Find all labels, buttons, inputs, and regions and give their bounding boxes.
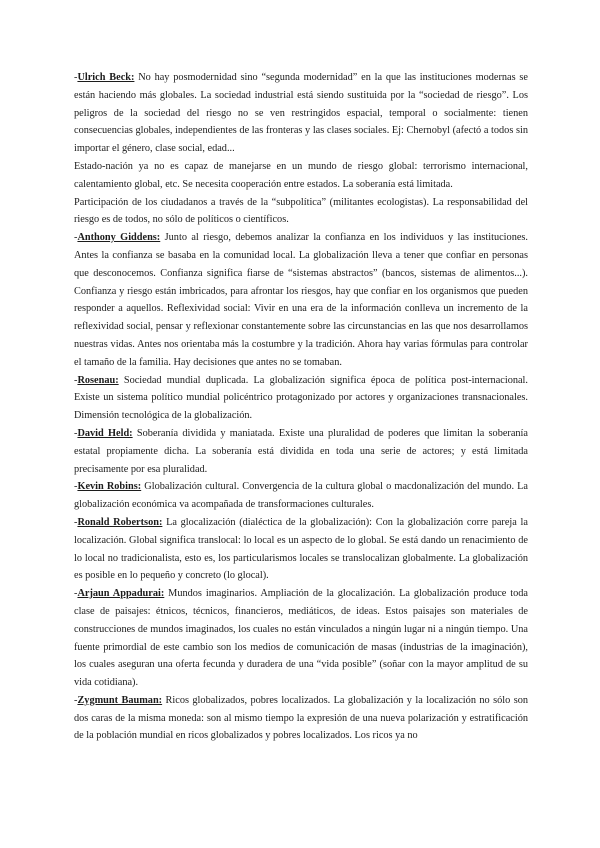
document-page <box>74 69 528 745</box>
paragraph-text: Globalización cultural. Convergencia de la cultura global o macdonalización del mundo. La globalización económica va acompañada de transformaciones culturales. <box>74 481 528 511</box>
paragraph-held <box>74 425 528 478</box>
author-name: Kevin Robins: <box>77 481 142 493</box>
paragraph-text: Participación de los ciudadanos a través de la “subpolítica” (militantes ecologistas). La responsabilidad del riesgo es de todos, no sólo de políticos o científicos. <box>74 196 528 226</box>
paragraph-text: Sociedad mundial duplicada. La globalización significa época de política post-internacional. Existe un sistema político mundial policéntrico protagonizado por actores y organizaciones transnacionales. Dimensión tecnológica de la globalización. <box>74 374 528 422</box>
dash-prefix: - <box>74 72 78 83</box>
paragraph-text: Mundos imaginarios. Ampliación de la glocalización. La globalización produce toda clase de paisajes: étnicos, técnicos, financieros, mediáticos, de ideas. Estos paisajes son materiales de construcciones de mundos imaginados, los cuales no están vinculados a ningún lugar ni a ningún tiempo. Una fuente primordial de este cambio son los medios de comunicación de masas (industrias de la imaginación), los cuales aseguran una oferta fecunda y duradera de una “vida posible” (soñar con la mayor amplitud de su vida cotidiana). <box>74 588 528 689</box>
paragraph-giddens <box>74 229 528 371</box>
paragraph-text: Estado-nación ya no es capaz de manejarse en un mundo de riesgo global: terrorismo internacional, calentamiento global, etc. Se necesita cooperación entre estados. La soberanía está limitada. <box>74 160 528 190</box>
paragraph-bauman <box>74 692 528 745</box>
paragraph-robins <box>74 478 528 514</box>
paragraph-text: La glocalización (dialéctica de la globalización): Con la globalización corre pareja la localización. Global significa translocal: lo local es un aspecto de lo global. Se está dando un renacimiento de lo local no tradicionalista, esto es, los particularismos locales se translocalizan globalmente. La globalización es posible en lo pequeño y concreto (lo glocal). <box>74 516 528 582</box>
dash-prefix: - <box>74 232 78 244</box>
author-name: Arjaun Appadurai: <box>77 588 165 600</box>
paragraph-participacion <box>74 194 528 230</box>
paragraph-text: Junto al riesgo, debemos analizar la confianza en los individuos y las instituciones. Antes la confianza se basaba en la comunidad local. La globalización lleva a tener que confiar en personas que desconocemos. Confianza significa fiarse de “sistemas abstractos” (bancos, sistemas de alimentos...). Confianza y riesgo están imbricados, para afrontar los riesgos, hay que confiar en los organismos que pueden responder a aquellos. Reflexividad social: Vivir en una era de la información conlleva un incremento de la reflexividad social, pensar y reflexionar constantemente sobre las circunstancias en las que nos desarrollamos nuestras vidas. Antes nos orientaba más la costumbre y la tradición. Ahora hay varias fórmulas para controlar el tamaño de la familia. Hay decisiones que antes no se tomaban. <box>74 232 528 368</box>
paragraph-robertson <box>74 514 528 585</box>
dash-prefix: - <box>74 694 78 706</box>
dash-prefix: - <box>74 588 78 600</box>
author-name: Ronald Robertson: <box>77 516 163 528</box>
author-name: Ulrich Beck: <box>77 72 135 83</box>
paragraph-appadurai <box>74 585 528 692</box>
paragraph-text: Soberanía dividida y maniatada. Existe una pluralidad de poderes que limitan la soberanía estatal propiamente dicha. La soberanía está dividida en toda una serie de actores; y está limitada precisamente por esa pluralidad. <box>74 427 528 475</box>
dash-prefix: - <box>74 516 78 528</box>
author-name: David Held: <box>77 427 133 439</box>
author-name: Rosenau: <box>77 374 119 386</box>
dash-prefix: - <box>74 481 78 493</box>
paragraph-text: No hay posmodernidad sino “segunda modernidad” en la que las instituciones modernas se están haciendo más globales. La sociedad industrial está siendo sustituida por la “sociedad de riesgo”. Los peligros de la sociedad del riesgo no se ven restringidos espacial, temporal o socialmente: tienen consecuencias globales, independientes de las fronteras y las clases sociales. Ej: Chernobyl (afectó a todos sin importar el género, clase social, edad... <box>74 72 528 155</box>
paragraph-beck <box>74 69 528 158</box>
dash-prefix: - <box>74 374 78 386</box>
paragraph-text: Ricos globalizados, pobres localizados. La globalización y la localización no sólo son dos caras de la misma moneda: son al mismo tiempo la expresión de una nueva polarización y estratificación de la población mundial en ricos globalizados y pobres localizados. Los ricos ya no <box>74 694 528 742</box>
dash-prefix: - <box>74 427 78 439</box>
author-name: Anthony Giddens: <box>77 232 161 244</box>
paragraph-rosenau <box>74 372 528 425</box>
author-name: Zygmunt Bauman: <box>77 694 163 706</box>
paragraph-estado-nacion <box>74 158 528 194</box>
